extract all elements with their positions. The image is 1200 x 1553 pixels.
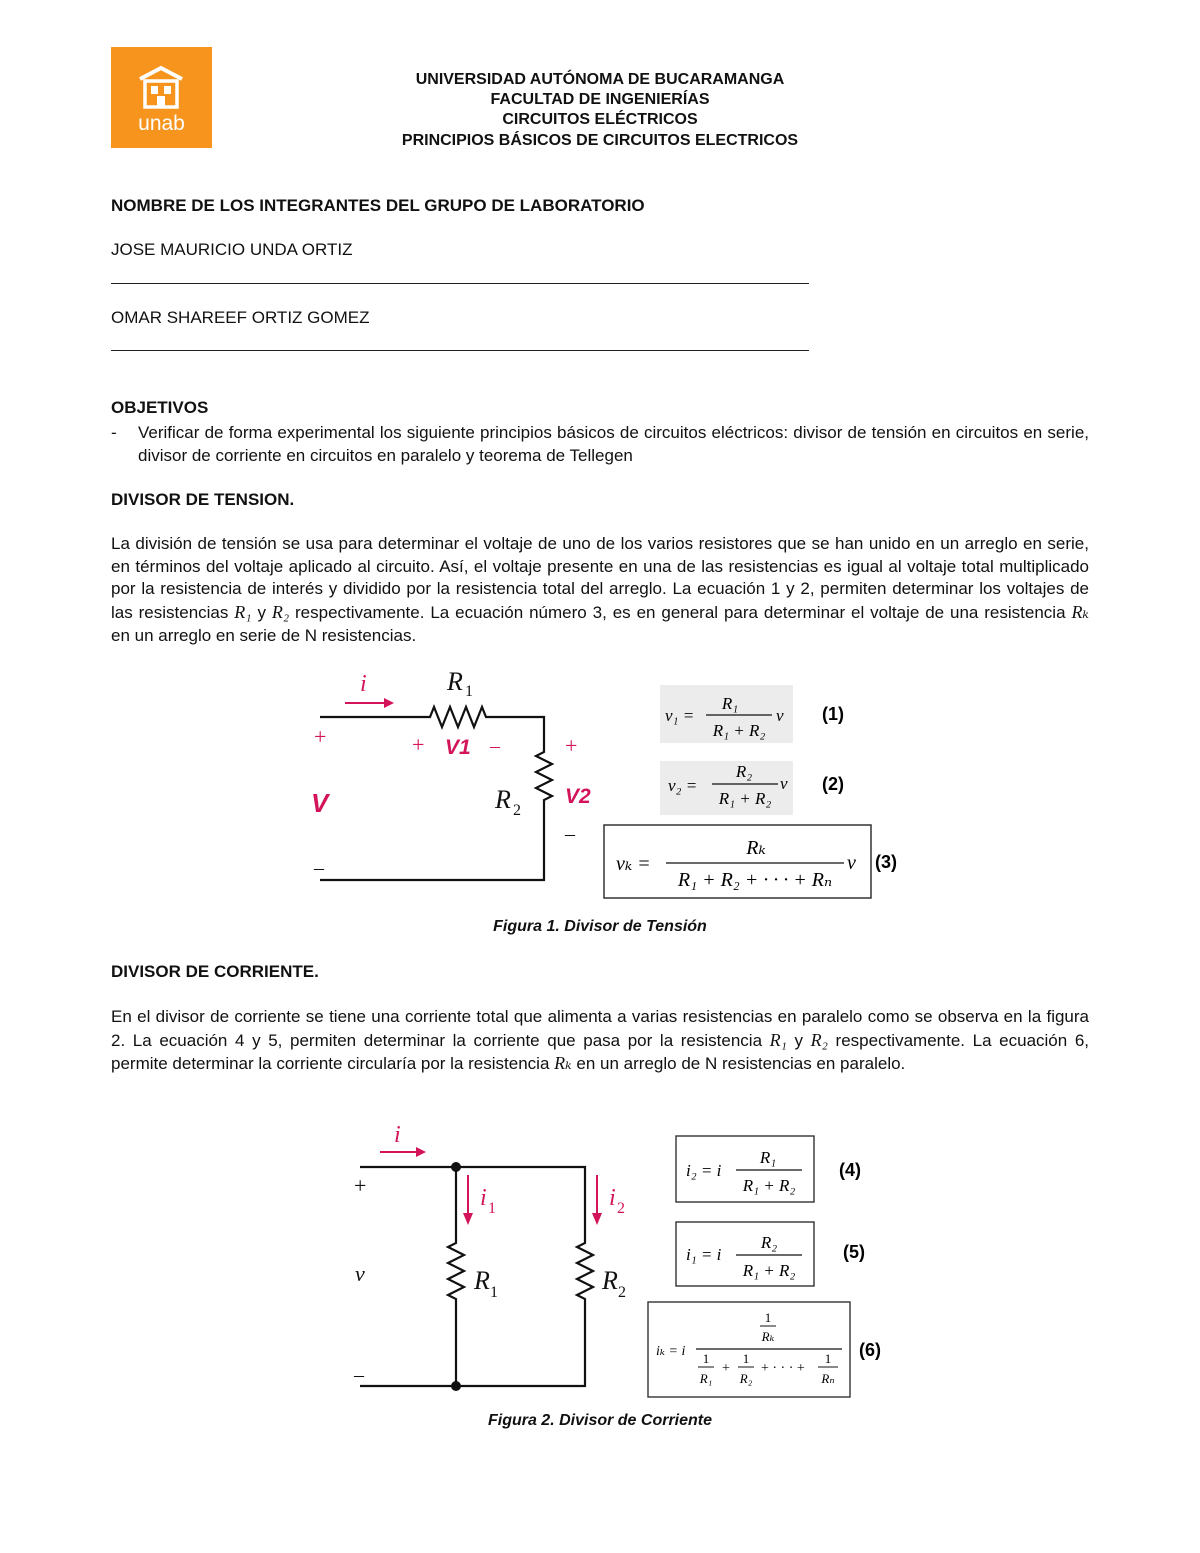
- eq4-denominator: R₁ + R₂: [742, 1176, 796, 1195]
- i1-label: i: [480, 1185, 487, 1211]
- group-heading: NOMBRE DE LOS INTEGRANTES DEL GRUPO DE LABORATORIO: [111, 196, 645, 215]
- eq6-d1-one: 1: [702, 1351, 710, 1366]
- eq6-dots: + · · · +: [761, 1361, 805, 1376]
- current-text-2: respectivamente. La ecuación 6, permite determinar la corriente circularía por la resistencia: [111, 1030, 1090, 1074]
- v1-plus: +: [412, 732, 425, 757]
- source-v-label: v: [355, 1261, 365, 1286]
- objectives-heading: OBJETIVOS: [111, 398, 209, 417]
- building-icon: [136, 65, 186, 111]
- source-v-label: V: [311, 788, 329, 818]
- eq6-dn: Rₙ: [821, 1371, 835, 1386]
- parallel-circuit-diagram: [340, 1115, 640, 1400]
- v2-label: V2: [565, 785, 591, 808]
- eq3-tag: (3): [875, 852, 897, 872]
- i2-label: i: [609, 1185, 616, 1211]
- eq6-lhs: iₖ = i: [656, 1344, 686, 1359]
- current-heading: DIVISOR DE CORRIENTE.: [111, 962, 319, 981]
- eq1-denominator: R₁ + R₂: [712, 721, 766, 740]
- unab-logo: [111, 47, 212, 148]
- eq6-numerator-rk: Rₖ: [761, 1329, 775, 1344]
- current-text-1: En el divisor de corriente se tiene una corriente total que alimenta a varias resistencias en paralelo como se observa en la figura 2. La ecuación 4 y 5, permiten determinar la corriente que pasa por la resistencia: [111, 1007, 1089, 1050]
- tension-text-1: La división de tensión se usa para determinar el voltaje de uno de los varios resistores que se han unido en un arreglo en serie, en términos del voltaje aplicado al circuito. Así, el voltaje presente en una de las resistencias es igual al voltaje total multiplicado por la resistencia de interés y dividido por la resistencia total del arreglo. La ecuación 1 y 2, permiten determinar los voltajes de las resistencias: [111, 534, 1089, 623]
- circuit-wires: [320, 707, 552, 880]
- current-equations: [640, 1130, 900, 1405]
- eq2-denominator: R₁ + R₂: [718, 789, 772, 808]
- tension-heading: DIVISOR DE TENSION.: [111, 490, 295, 509]
- total-current-label: i: [394, 1122, 401, 1148]
- eq1-tag: (1): [822, 704, 844, 724]
- eq6-tag: (6): [859, 1340, 881, 1360]
- v2-plus: +: [565, 733, 578, 758]
- objective-text: Verificar de forma experimental los siguiente principios básicos de circuitos eléctricos: divisor de tensión en circuitos en serie, divisor de corriente en circuitos en paralelo y teorema de Tellegen: [138, 423, 1089, 465]
- current-text-y: y: [786, 1030, 811, 1050]
- eq4-lhs: i₂ = i: [686, 1161, 722, 1180]
- series-circuit-diagram: [300, 660, 610, 890]
- logo-text: unab: [138, 112, 185, 135]
- eq4-numerator: R₁: [759, 1148, 777, 1167]
- source-plus: +: [354, 1173, 367, 1198]
- faculty-name: FACULTAD DE INGENIERÍAS: [490, 91, 710, 108]
- course-name: CIRCUITOS ELÉCTRICOS: [502, 111, 698, 128]
- top-node: [451, 1162, 461, 1172]
- r2-label: R: [602, 1266, 618, 1295]
- eq6-d2-one: 1: [742, 1351, 750, 1366]
- r2-label-sub: 2: [618, 1284, 626, 1301]
- eq3-denominator: R₁ + R₂ + · · · + Rₙ: [677, 869, 833, 891]
- tension-text-3: en un arreglo en serie de N resistencias.: [111, 625, 417, 645]
- bottom-node: [451, 1381, 461, 1391]
- eq1-rhs: v: [776, 706, 784, 725]
- r2-label-sub: 2: [513, 802, 521, 819]
- total-current-arrowhead: [416, 1147, 426, 1157]
- eq6-dn-one: 1: [824, 1351, 832, 1366]
- eq3-rhs: v: [847, 852, 856, 874]
- tension-paragraph: [111, 533, 1089, 648]
- eq5-tag: (5): [843, 1242, 865, 1262]
- member-1: JOSE MAURICIO UNDA ORTIZ: [111, 240, 353, 259]
- eq6-numerator-one: 1: [764, 1310, 772, 1325]
- r1-label: R: [447, 667, 463, 696]
- document-title: PRINCIPIOS BÁSICOS DE CIRCUITOS ELECTRICOS: [401, 132, 799, 149]
- figure-1-caption: Figura 1. Divisor de Tensión: [493, 918, 707, 935]
- eq2-lhs: v₂ =: [668, 776, 698, 795]
- university-name: UNIVERSIDAD AUTÓNOMA DE BUCARAMANGA: [415, 71, 785, 88]
- eq5-lhs: i₁ = i: [686, 1245, 722, 1264]
- i2-label-sub: 2: [617, 1200, 625, 1217]
- eq3-lhs: vₖ =: [616, 853, 651, 875]
- figure-2-caption: Figura 2. Divisor de Corriente: [487, 1412, 713, 1429]
- symbol-rk: Rₖ: [1071, 602, 1089, 623]
- source-minus: –: [314, 857, 324, 879]
- eq6-d1: R₁: [699, 1371, 713, 1386]
- i2-arrowhead: [592, 1213, 602, 1225]
- current-label: i: [360, 671, 367, 697]
- eq1-numerator: R₁: [721, 694, 739, 713]
- current-arrowhead: [384, 698, 394, 708]
- member-2: OMAR SHAREEF ORTIZ GOMEZ: [111, 308, 370, 327]
- r1-label-sub: 1: [490, 1284, 498, 1301]
- eq6-d2: R₂: [739, 1371, 753, 1386]
- symbol-r1: R₁: [769, 1029, 787, 1050]
- i1-arrowhead: [463, 1213, 473, 1225]
- symbol-r2: R₂: [810, 1029, 828, 1050]
- v1-minus: –: [490, 735, 500, 757]
- symbol-r2: R₂: [271, 602, 290, 623]
- r1-label: R: [474, 1266, 490, 1295]
- eq1-lhs: v₁ =: [665, 706, 695, 725]
- member-1-line: [111, 283, 809, 284]
- v1-label: V1: [445, 736, 471, 759]
- symbol-r1: R₁: [234, 602, 252, 623]
- v2-minus: –: [565, 823, 575, 845]
- eq2-tag: (2): [822, 774, 844, 794]
- symbol-rk: Rₖ: [554, 1053, 572, 1074]
- current-text-3: en un arreglo de N resistencias en paralelo.: [571, 1054, 906, 1074]
- eq4-tag: (4): [839, 1160, 861, 1180]
- bullet-dash: -: [111, 423, 117, 442]
- source-plus: +: [314, 724, 327, 749]
- i1-label-sub: 1: [488, 1200, 496, 1217]
- eq2-numerator: R₂: [735, 762, 753, 781]
- eq6-plus: +: [722, 1361, 730, 1376]
- r1-label-sub: 1: [465, 683, 473, 700]
- member-2-line: [111, 350, 809, 351]
- tension-equations: [600, 680, 910, 905]
- tension-text-2: respectivamente. La ecuación número 3, es en general para determinar el voltaje de una resistencia: [289, 603, 1072, 623]
- eq5-numerator: R₂: [760, 1233, 778, 1252]
- current-paragraph: [111, 1006, 1089, 1076]
- eq5-denominator: R₁ + R₂: [742, 1261, 796, 1280]
- eq2-rhs: v: [780, 774, 788, 793]
- r2-label: R: [495, 785, 511, 814]
- source-minus: –: [354, 1364, 364, 1386]
- objective-item: [111, 422, 1089, 468]
- eq3-numerator: Rₖ: [746, 837, 766, 859]
- tension-text-y: y: [251, 603, 272, 623]
